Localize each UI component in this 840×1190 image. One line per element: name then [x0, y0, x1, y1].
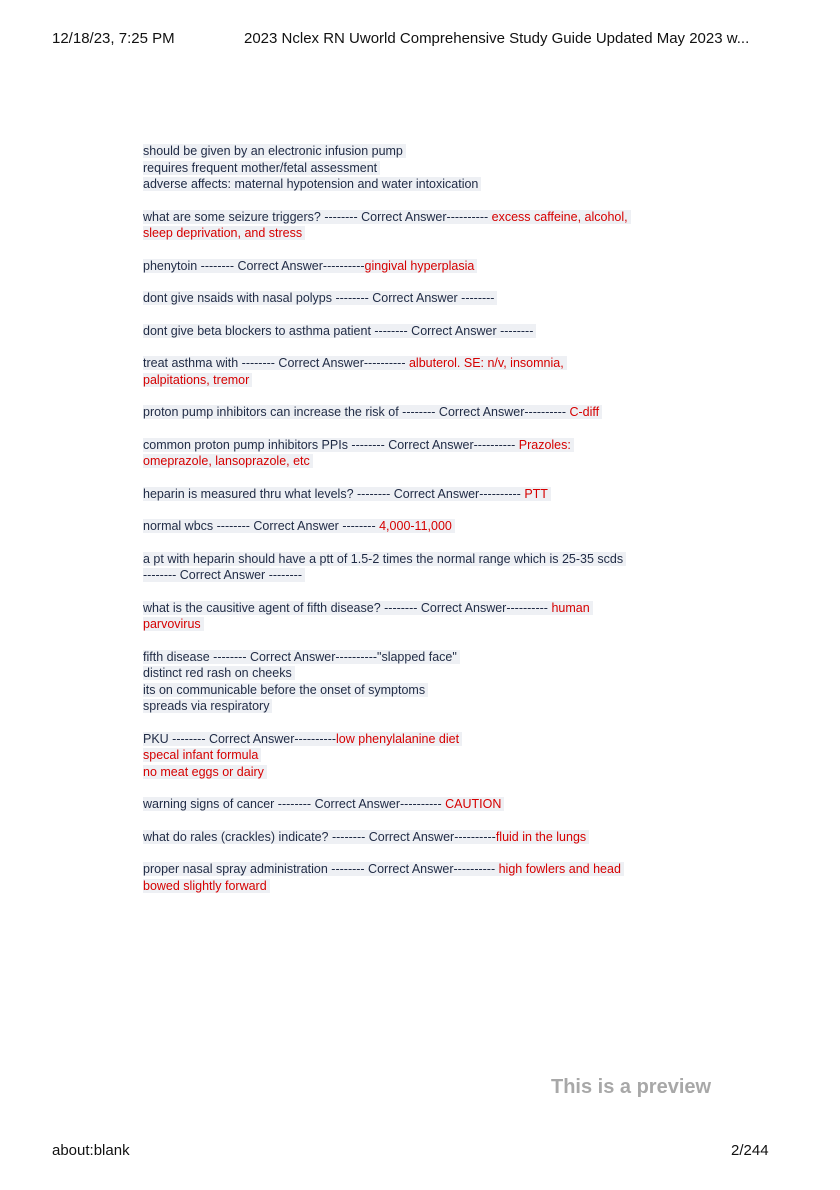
- answer-text: parvovirus: [143, 617, 201, 631]
- qa-block: [143, 600, 713, 633]
- question-text: warning signs of cancer -------- Correct Answer----------: [143, 797, 446, 811]
- answer-text: human: [551, 600, 590, 615]
- text-line: [143, 518, 713, 535]
- text-line: [143, 682, 713, 699]
- qa-block: [143, 290, 713, 307]
- answer-text: 4,000-11,000: [379, 519, 452, 533]
- answer-text: Prazoles:: [518, 437, 571, 452]
- text-line: [143, 616, 713, 633]
- text-line: [143, 796, 713, 813]
- question-text: distinct red rash on cheeks: [143, 666, 292, 680]
- question-text: spreads via respiratory: [143, 699, 270, 713]
- answer-text: CAUTION: [445, 797, 502, 811]
- question-text: PKU -------- Correct Answer----------: [143, 731, 337, 746]
- text-line: [143, 323, 713, 340]
- question-text: requires frequent mother/fetal assessment: [143, 160, 378, 175]
- text-line: [143, 225, 713, 242]
- question-text: phenytoin -------- Correct Answer----------: [143, 258, 365, 273]
- text-line: [143, 258, 713, 275]
- question-text: what are some seizure triggers? -------- Correct Answer----------: [143, 209, 492, 224]
- text-line: [143, 143, 713, 160]
- qa-block: [143, 209, 713, 242]
- answer-text: omeprazole, lansoprazole, etc: [143, 454, 310, 468]
- qa-block: [143, 731, 713, 781]
- answer-text: no meat eggs or dairy: [143, 764, 264, 779]
- answer-text: fluid in the lungs: [495, 829, 587, 844]
- answer-text: sleep deprivation, and stress: [143, 226, 303, 240]
- preview-watermark: This is a preview: [551, 1076, 712, 1098]
- text-line: [143, 404, 713, 421]
- document-title: 2023 Nclex RN Uworld Comprehensive Study Guide Updated May 2023 w...: [244, 30, 750, 47]
- qa-block: [143, 649, 713, 715]
- qa-block: [143, 437, 713, 470]
- qa-block: [143, 143, 713, 193]
- question-text: dont give beta blockers to asthma patient -------- Correct Answer --------: [143, 323, 534, 338]
- text-line: [143, 209, 713, 226]
- qa-block: [143, 518, 713, 535]
- question-text: what do rales (crackles) indicate? -------- Correct Answer----------: [143, 829, 496, 844]
- question-text: -------- Correct Answer --------: [143, 568, 302, 582]
- text-line: [143, 649, 713, 666]
- text-line: [143, 829, 713, 846]
- qa-block: [143, 258, 713, 275]
- answer-text: gingival hyperplasia: [364, 258, 475, 273]
- text-line: [143, 731, 713, 748]
- qa-block: [143, 323, 713, 340]
- text-line: [143, 665, 713, 682]
- answer-text: excess caffeine, alcohol,: [491, 209, 628, 224]
- qa-block: [143, 861, 713, 894]
- text-line: [143, 160, 713, 177]
- print-datetime: 12/18/23, 7:25 PM: [52, 30, 175, 47]
- text-line: [143, 290, 713, 307]
- qa-block: [143, 829, 713, 846]
- text-line: [143, 698, 713, 715]
- qa-block: [143, 404, 713, 421]
- text-line: [143, 486, 713, 503]
- text-line: [143, 437, 713, 454]
- question-text: treat asthma with -------- Correct Answer----------: [143, 356, 409, 370]
- qa-block: [143, 486, 713, 503]
- question-text: heparin is measured thru what levels? -------- Correct Answer----------: [143, 486, 525, 501]
- text-line: [143, 600, 713, 617]
- text-line: [143, 355, 713, 372]
- text-line: [143, 176, 713, 193]
- answer-text: palpitations, tremor: [143, 372, 250, 387]
- answer-text: albuterol. SE: n/v, insomnia,: [408, 356, 564, 370]
- qa-block: [143, 355, 713, 388]
- question-text: adverse affects: maternal hypotension and water intoxication: [143, 177, 479, 191]
- footer-url: about:blank: [52, 1142, 130, 1159]
- question-text: fifth disease -------- Correct Answer----------"slapped face": [143, 649, 457, 664]
- question-text: common proton pump inhibitors PPIs -------- Correct Answer----------: [143, 437, 519, 452]
- text-line: [143, 372, 713, 389]
- answer-text: C-diff: [569, 405, 600, 419]
- question-text: normal wbcs -------- Correct Answer --------: [143, 519, 380, 533]
- text-line: [143, 878, 713, 895]
- text-line: [143, 747, 713, 764]
- question-text: should be given by an electronic infusion pump: [143, 144, 403, 158]
- question-text: what is the causitive agent of fifth disease? -------- Correct Answer----------: [143, 600, 552, 615]
- text-line: [143, 764, 713, 781]
- page-number: 2/244: [731, 1142, 769, 1159]
- answer-text: PTT: [524, 486, 548, 501]
- text-line: [143, 551, 713, 568]
- text-line: [143, 861, 713, 878]
- question-text: dont give nsaids with nasal polyps -------- Correct Answer --------: [143, 291, 495, 305]
- answer-text: low phenylalanine diet: [336, 731, 460, 746]
- qa-block: [143, 551, 713, 584]
- answer-text: specal infant formula: [143, 748, 259, 762]
- study-guide-content: [143, 143, 713, 910]
- qa-block: [143, 796, 713, 813]
- question-text: a pt with heparin should have a ptt of 1.5-2 times the normal range which is 25-35 scds: [143, 551, 624, 566]
- answer-text: bowed slightly forward: [143, 878, 267, 893]
- question-text: proper nasal spray administration -------- Correct Answer----------: [143, 862, 499, 876]
- question-text: proton pump inhibitors can increase the risk of -------- Correct Answer----------: [143, 405, 570, 419]
- answer-text: high fowlers and head: [498, 862, 621, 876]
- question-text: its on communicable before the onset of symptoms: [143, 682, 426, 697]
- text-line: [143, 567, 713, 584]
- text-line: [143, 453, 713, 470]
